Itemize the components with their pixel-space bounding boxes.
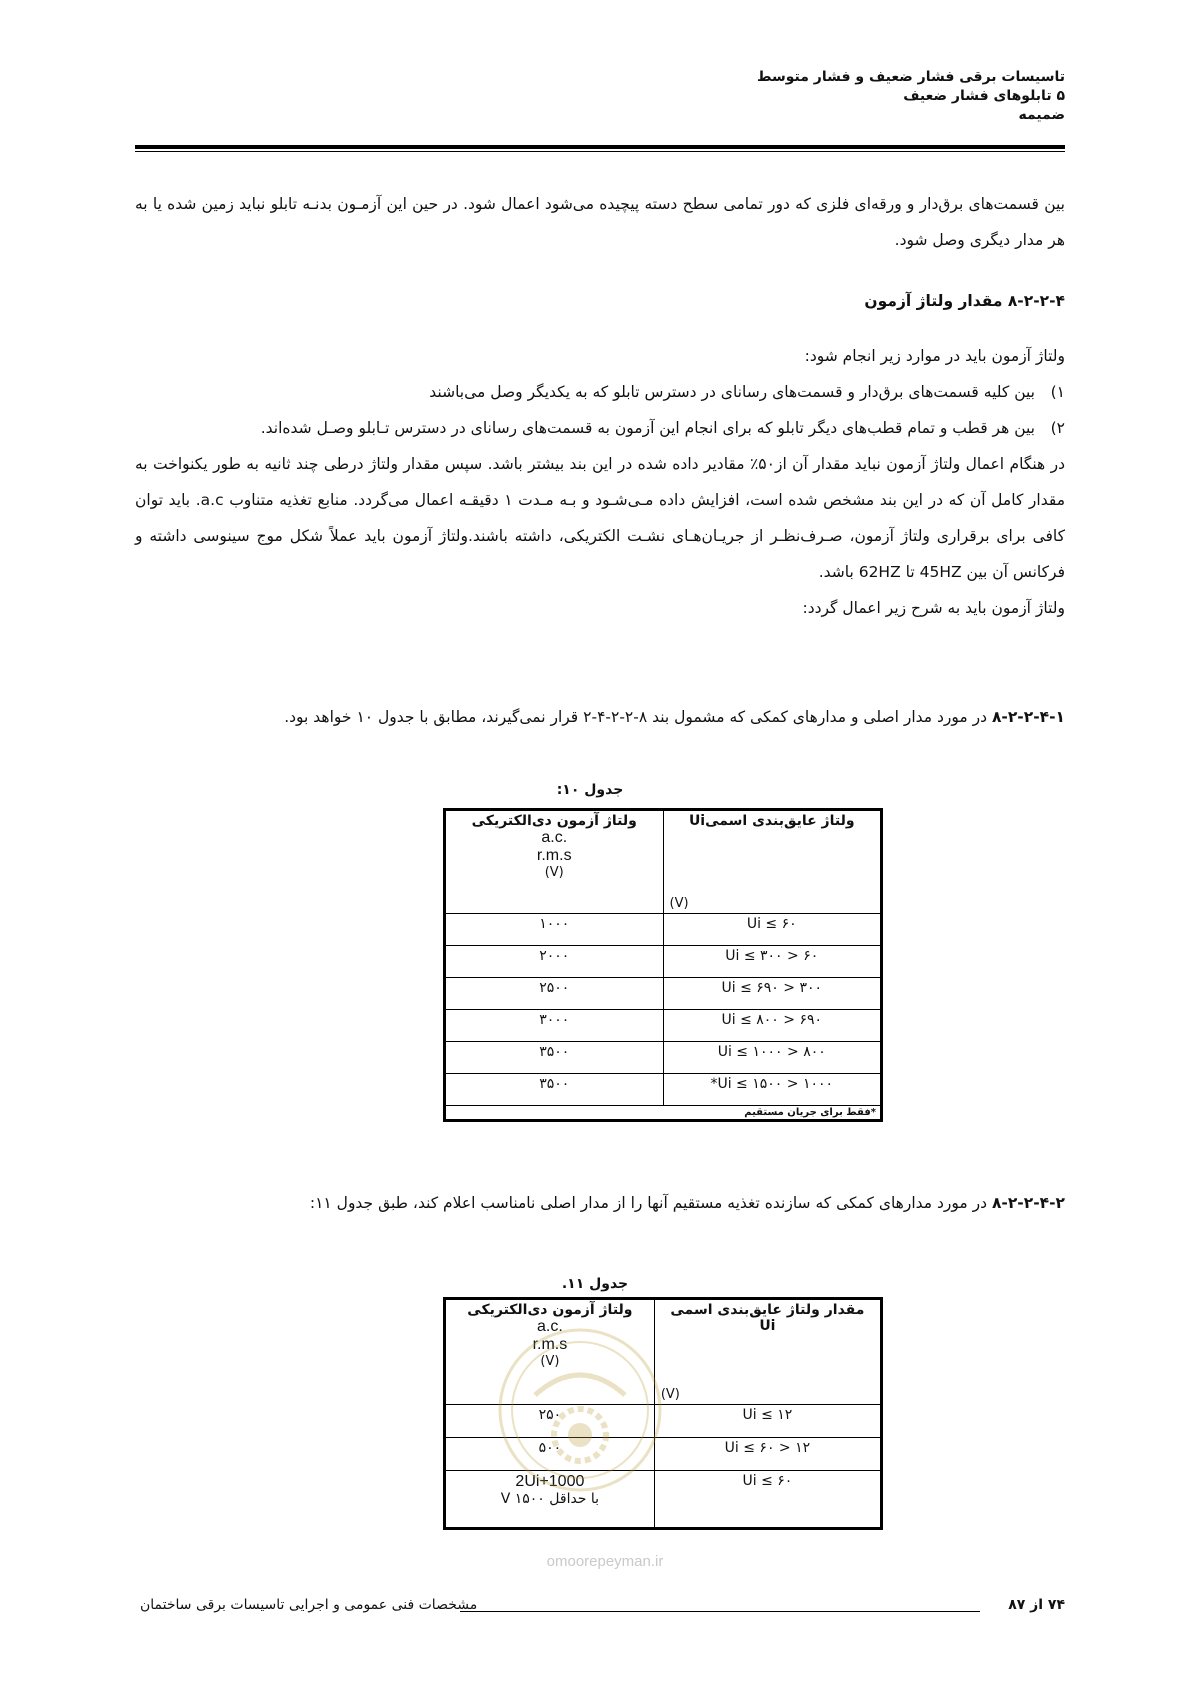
subclause-2-text: در مورد مدارهای کمکی که سازنده تغذیه مستقیم آنها را از مدار اصلی نامناسب اعلام کند، طبق جدول ۱۱:: [309, 1194, 992, 1212]
cell-formula: 2Ui+1000: [515, 1473, 585, 1490]
cell-voltage: ۳۰۰۰: [446, 1010, 664, 1042]
watermark-site: omoorepeyman.ir: [546, 1553, 664, 1570]
table-footnote-row: [446, 1106, 881, 1120]
subclause-2: [135, 1188, 1065, 1218]
table-row: [446, 946, 881, 978]
page-footer: [140, 1597, 1065, 1619]
cell-voltage: ۳۵۰۰: [446, 1042, 664, 1074]
cell-voltage: ۲۵۰: [446, 1405, 655, 1438]
col-header-voltage: ولتاژ آزمون دی‌الکتریکی: [467, 1302, 633, 1318]
col-sub-rms: r.m.s: [536, 847, 572, 864]
cell-voltage: ۲۰۰۰: [446, 946, 664, 978]
table-header-cell: [654, 1300, 880, 1405]
footer-rule: [460, 1611, 980, 1612]
subclause-1: [135, 702, 1065, 732]
header-line-2: ۵ تابلوهای فشار ضعیف: [903, 88, 1065, 104]
footer-title: مشخصات فنی عمومی و اجرایی تاسیسات برقی ساختمان: [140, 1597, 478, 1613]
cell-voltage: ۲۵۰۰: [446, 978, 664, 1010]
cell-minimum: با حداقل ۱۵۰۰ V: [500, 1491, 600, 1507]
running-header: [365, 68, 1065, 125]
table-footnote: *فقط برای جریان مستقیم: [446, 1106, 881, 1120]
cell-ui: Ui ≤ ۱۲: [654, 1405, 880, 1438]
header-line-3: ضمیمه: [1018, 107, 1065, 123]
table-10-caption: جدول ۱۰:: [556, 782, 624, 798]
table-10: [443, 808, 883, 1122]
list-item: [135, 410, 1065, 446]
table-row: [446, 978, 881, 1010]
table-11-caption: جدول ۱۱.: [561, 1276, 629, 1292]
list-item: [135, 374, 1065, 410]
page-number: ۷۴ از ۸۷: [1008, 1597, 1065, 1613]
header-rule-thick: [135, 145, 1065, 149]
section-paragraph: در هنگام اعمال ولتاژ آزمون نباید مقدار آن از۵۰٪ مقادیر داده شده در این بند بیشتر باشد. سپس مقدار ولتاژ درطی چند ثانیه به طور یکنواخت به مقدار کامل آن که در این بند مشخص شده است، افزایش داده مـی‌شـود و بـه مـدت ۱ دقیقـه اعمال می‌گردد. منابع تغذیه متناوب a.c. باید توان کافی برای برقراری ولتاژ آزمون، صـرف‌نظـر از جریـان‌هـای نشـت الکتریکی، داشته باشند.ولتاژ آزمون باید عملاً شکل موج سینوسی داشته و فرکانس آن بین 45HZ تا 62HZ باشد.: [135, 455, 1066, 581]
cell-ui: Ui ≤ ۶۰: [654, 1471, 880, 1528]
cell-ui: ۶۹۰ < Ui ≤ ۸۰۰: [663, 1010, 881, 1042]
section-title: ۸-۲-۲-۴ مقدار ولتاژ آزمون: [864, 292, 1065, 310]
table-row: [446, 1010, 881, 1042]
table-header-cell: [663, 811, 881, 914]
col-unit: (V): [540, 1354, 560, 1369]
watermark-seal: [495, 1325, 665, 1495]
table-row: [446, 1042, 881, 1074]
col-unit: (V): [669, 896, 689, 911]
col-unit: (V): [660, 1387, 680, 1402]
subclause-1-text: در مورد مدار اصلی و مدارهای کمکی که مشمول بند ۸-۲-۲-۴-۲ قرار نمی‌گیرند، مطابق با جدول ۱۰ خواهد بود.: [284, 708, 992, 726]
cell-ui: ۸۰۰ < Ui ≤ ۱۰۰۰: [663, 1042, 881, 1074]
table-row: [446, 1074, 881, 1106]
list-item-number: ۲): [1050, 419, 1065, 437]
cell-voltage: ۳۵۰۰: [446, 1074, 664, 1106]
section-closing: ولتاژ آزمون باید به شرح زیر اعمال گردد:: [802, 599, 1065, 617]
table-row: [446, 914, 881, 946]
list-item-text: بین هر قطب و تمام قطب‌های دیگر تابلو که برای انجام این آزمون به قسمت‌های رسانای در دسترس تـابلو وصـل شده‌اند.: [260, 419, 1035, 437]
col-unit: (V): [544, 865, 564, 880]
subclause-2-number: ۸-۲-۲-۴-۲: [991, 1194, 1065, 1212]
cell-voltage: ۵۰۰: [446, 1438, 655, 1471]
section-body: [135, 338, 1065, 626]
col-header-ui: مقدار ولتاژ عایق‌بندی اسمی Ui: [670, 1302, 865, 1334]
col-sub-ac: a.c.: [537, 1318, 563, 1335]
list-item-text: بین کلیه قسمت‌های برق‌دار و قسمت‌های رسانای در دسترس تابلو که به یکدیگر وصل می‌باشند: [429, 383, 1035, 401]
intro-paragraph: بین قسمت‌های برق‌دار و ورقه‌ای فلزی که دور تمامی سطح دسته پیچیده می‌شود اعمال شود. در حین این آزمـون بدنـه تابلو نباید زمین شده یا به هر مدار دیگری وصل شود.: [135, 195, 1065, 249]
cell-ui: ۳۰۰ < Ui ≤ ۶۹۰: [663, 978, 881, 1010]
subclause-1-number: ۸-۲-۲-۴-۱: [991, 708, 1065, 726]
cell-ui: ۱۲ < Ui ≤ ۶۰: [654, 1438, 880, 1471]
col-sub-rms: r.m.s: [532, 1336, 568, 1353]
header-rule-thin: [135, 151, 1065, 152]
cell-voltage: ۱۰۰۰: [446, 914, 664, 946]
table-header-row: [446, 811, 881, 914]
list-item-number: ۱): [1050, 383, 1065, 401]
cell-ui: Ui ≤ ۶۰: [663, 914, 881, 946]
section-lead: ولتاژ آزمون باید در موارد زیر انجام شود:: [804, 347, 1065, 365]
col-sub-ac: a.c.: [541, 829, 568, 846]
col-header-voltage: ولتاژ آزمون دی‌الکتریکی: [471, 813, 637, 829]
header-line-1: تاسیسات برقی فشار ضعیف و فشار متوسط: [756, 69, 1065, 85]
cell-ui: ۱۰۰۰ < Ui ≤ ۱۵۰۰*: [663, 1074, 881, 1106]
table-header-cell: [446, 811, 664, 914]
cell-ui: ۶۰ < Ui ≤ ۳۰۰: [663, 946, 881, 978]
col-header-ui: ولتاژ عایق‌بندی اسمیUi: [688, 813, 855, 829]
